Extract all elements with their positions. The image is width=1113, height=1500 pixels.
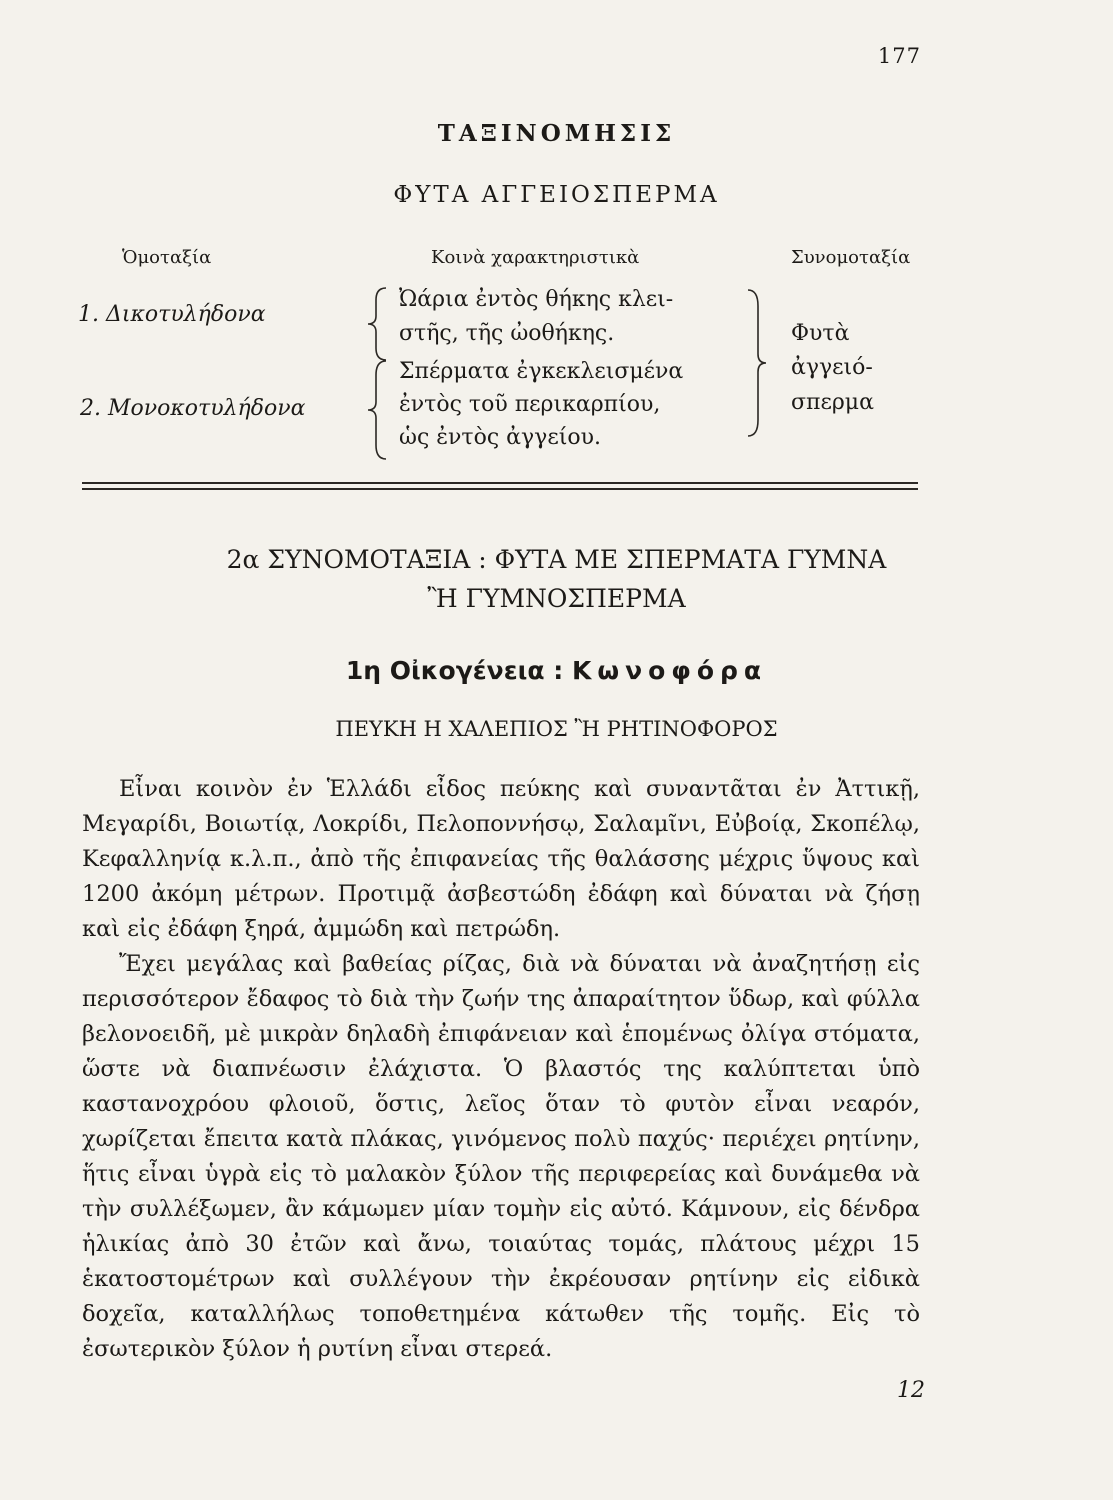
left-brace-2: [366, 359, 390, 461]
section-title: 2α ΣΥΝΟΜΟΤΑΞΙΑ : ΦΥΤΑ ΜΕ ΣΠΕΡΜΑΤΑ ΓΥΜΝΑ: [226, 545, 887, 574]
feature-line: στῆς, τῆς ὠοθήκης.: [399, 321, 615, 346]
body-text: [82, 772, 920, 1367]
family-heading: [0, 656, 1113, 685]
classification-title: ΤΑΞΙΝΟΜΗΣΙΣ: [437, 120, 676, 147]
feature-line: ὡς ἐντὸς ἀγγείου.: [399, 425, 601, 450]
feature-line: Σπέρματα ἐγκεκλεισμένα: [399, 359, 684, 384]
signature-mark: 12: [897, 1378, 925, 1403]
family-name: Κωνοφόρα: [571, 656, 768, 685]
feature-line: ἐντὸς τοῦ περικαρπίου,: [399, 392, 661, 417]
division-line: Φυτὰ: [791, 321, 850, 346]
left-brace-1: [366, 286, 390, 362]
division-line: ἀγγειό-: [791, 355, 873, 380]
classification-subtitle: ΦΥΤΑ ΑΓΓΕΙΟΣΠΕΡΜΑ: [393, 182, 720, 208]
header-order: Ὁμοταξία: [122, 247, 212, 268]
right-brace: [744, 288, 770, 438]
order-monocotyledons: 2. Μονοκοτυλήδονα: [80, 396, 306, 421]
paragraph: Ἔχει μεγάλας καὶ βαθείας ρίζας, διὰ νὰ δύναται νὰ ἀναζητήσῃ εἰς περισσότερον ἔδαφος τὸ διὰ τὴν ζωήν της ἀπαραίτητον ὕδωρ, καὶ φύλλα βελονοειδῆ, μὲ μικρὰν δηλαδὴ ἐπιφάνειαν καὶ ἑπομένως ὀλίγα στόματα, ὥστε νὰ διαπνέωσιν ἐλάχιστα. Ὁ βλαστός της καλύπτεται ὑπὸ καστανοχρόου φλοιοῦ, ὅστις, λεῖος ὅταν τὸ φυτὸν εἶναι νεαρόν, χωρίζεται ἔπειτα κατὰ πλάκας, γινόμενος πολὺ παχύς· περιέχει ρητίνην, ἥτις εἶναι ὑγρὰ εἰς τὸ μαλακὸν ξύλον τῆς περιφερείας καὶ δυνάμεθα νὰ τὴν συλλέξωμεν, ἂν κάμωμεν μίαν τομὴν εἰς αὐτό. Κάμνουν, εἰς δένδρα ἡλικίας ἀπὸ 30 ἐτῶν καὶ ἄνω, τοιαύτας τομάς, πλάτους μέχρι 15 ἑκατοστομέτρων καὶ συλλέγουν τὴν ἐκρέουσαν ρητίνην εἰς εἰδικὰ δοχεῖα, καταλλήλως τοποθετημένα κάτωθεν τῆς τομῆς. Εἰς τὸ ἐσωτερικὸν ξύλον ἡ ρυτίνη εἶναι στερεά.: [82, 951, 920, 1362]
division-line: σπερμα: [791, 390, 874, 415]
order-dicotyledons: 1. Δικοτυλήδονα: [78, 302, 266, 327]
divider-rule: [82, 482, 918, 484]
feature-line: Ὠάρια ἐντὸς θήκης κλει-: [399, 287, 674, 312]
header-features: Κοινὰ χαρακτηριστικὰ: [431, 247, 640, 268]
paragraph: Εἶναι κοινὸν ἐν Ἑλλάδι εἶδος πεύκης καὶ συναντᾶται ἐν Ἀττικῇ, Μεγαρίδι, Βοιωτίᾳ, Λοκρίδι, Πελοποννήσῳ, Σαλαμῖνι, Εὐβοίᾳ, Σκοπέλῳ, Κεφαλληνίᾳ κ.λ.π., ἀπὸ τῆς ἐπιφανείας τῆς θαλάσσης μέχρις ὕψους καὶ 1200 ἀκόμη μέτρων. Προτιμᾷ ἀσβεστώδη ἐδάφη καὶ δύναται νὰ ζήσῃ καὶ εἰς ἐδάφη ξηρά, ἀμμώδη καὶ πετρώδη.: [82, 776, 920, 942]
species-heading: ΠΕΥΚΗ Η ΧΑΛΕΠΙΟΣ Ἢ ΡΗΤΙΝΟΦΟΡΟΣ: [335, 717, 778, 741]
header-division: Συνομοταξία: [791, 247, 911, 268]
divider-rule: [82, 488, 918, 490]
section-title-line2: Ἢ ΓΥΜΝΟΣΠΕΡΜΑ: [427, 584, 686, 613]
page-number: 177: [877, 44, 921, 68]
family-prefix: 1η Οἰκογένεια :: [345, 656, 564, 685]
